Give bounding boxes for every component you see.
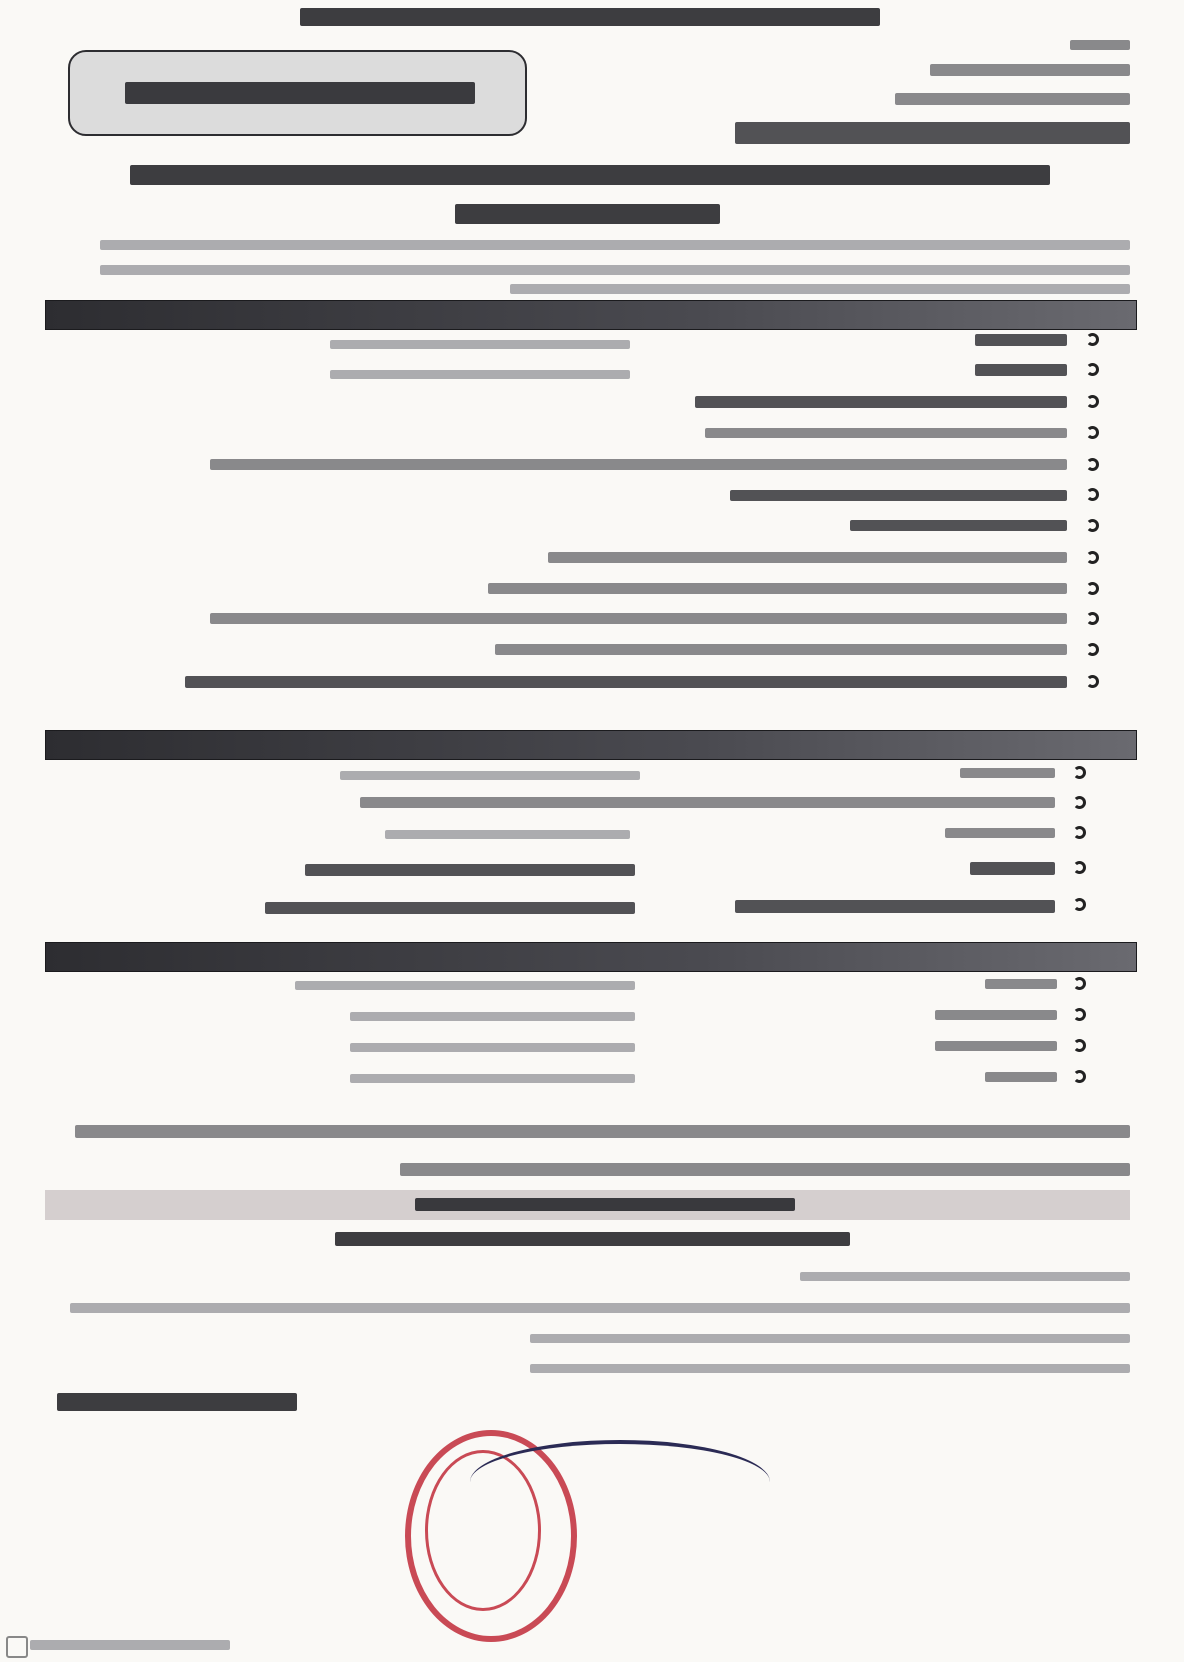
item-note-line	[305, 864, 635, 876]
bullet-icon	[1086, 612, 1099, 625]
item-line	[730, 490, 1067, 501]
bullet-icon	[1073, 1008, 1086, 1021]
page-header-line	[300, 8, 880, 26]
scanner-logo-icon	[6, 1636, 28, 1658]
item-line	[970, 862, 1055, 875]
item-note-line	[330, 370, 630, 379]
item-line	[935, 1041, 1057, 1051]
identification-number-line	[735, 122, 1130, 144]
place-date-line	[57, 1393, 297, 1411]
bullet-icon	[1086, 333, 1099, 346]
deadline-note-line	[70, 1303, 1130, 1313]
announcement-title-box	[68, 50, 527, 136]
envelope-title-line	[335, 1232, 850, 1246]
item-line	[185, 676, 1067, 688]
item-line	[945, 828, 1055, 838]
bullet-icon	[1073, 796, 1086, 809]
intro-paragraph-line	[510, 284, 1130, 294]
section-band	[45, 942, 1137, 972]
item-line	[548, 552, 1067, 563]
item-note-line	[350, 1074, 635, 1083]
deadline-note-line	[530, 1364, 1130, 1373]
announcement-title-line	[125, 82, 475, 104]
bullet-icon	[1086, 363, 1099, 376]
item-line	[360, 797, 1055, 808]
envelope-label-line	[415, 1198, 795, 1211]
item-line	[695, 396, 1067, 408]
intro-subheading-line	[455, 204, 720, 224]
item-line	[210, 459, 1067, 470]
bullet-icon	[1086, 519, 1099, 532]
item-note-line	[385, 830, 630, 839]
intro-paragraph-line	[100, 240, 1130, 250]
admin-header-line	[1070, 40, 1130, 50]
item-line	[735, 900, 1055, 913]
envelope-label-band	[45, 1190, 1130, 1220]
item-line	[975, 364, 1067, 376]
item-note-line	[330, 340, 630, 349]
intro-heading-line	[130, 165, 1050, 185]
item-line	[985, 1072, 1057, 1082]
signature	[470, 1440, 770, 1524]
item-note-line	[340, 771, 640, 780]
item-line	[850, 520, 1067, 531]
item-line	[705, 428, 1067, 438]
item-line	[495, 644, 1067, 655]
bullet-icon	[1073, 826, 1086, 839]
bullet-icon	[1086, 426, 1099, 439]
item-line	[210, 613, 1067, 624]
item-line	[935, 1010, 1057, 1020]
bullet-icon	[1073, 1039, 1086, 1052]
scanner-footer-line	[30, 1640, 230, 1650]
bullet-icon	[1086, 551, 1099, 564]
item-line	[975, 334, 1067, 346]
section-band	[45, 300, 1137, 330]
bullet-icon	[1086, 582, 1099, 595]
item-note-line	[295, 981, 635, 990]
admin-header-line	[895, 93, 1130, 105]
bullet-icon	[1073, 766, 1086, 779]
envelope-paragraph-line	[400, 1163, 1130, 1176]
bullet-icon	[1073, 1070, 1086, 1083]
item-line	[488, 583, 1067, 594]
item-line	[985, 979, 1057, 989]
admin-header-line	[930, 64, 1130, 76]
section-band	[45, 730, 1137, 760]
bullet-icon	[1073, 861, 1086, 874]
item-note-line	[350, 1012, 635, 1021]
bullet-icon	[1086, 675, 1099, 688]
bullet-icon	[1073, 898, 1086, 911]
envelope-paragraph-line	[75, 1125, 1130, 1138]
item-note-line	[265, 902, 635, 914]
deadline-note-line	[800, 1272, 1130, 1281]
item-note-line	[350, 1043, 635, 1052]
intro-paragraph-line	[100, 265, 1130, 275]
bullet-icon	[1086, 458, 1099, 471]
bullet-icon	[1086, 488, 1099, 501]
bullet-icon	[1086, 395, 1099, 408]
bullet-icon	[1086, 643, 1099, 656]
bullet-icon	[1073, 977, 1086, 990]
deadline-note-line	[530, 1334, 1130, 1343]
item-line	[960, 768, 1055, 778]
